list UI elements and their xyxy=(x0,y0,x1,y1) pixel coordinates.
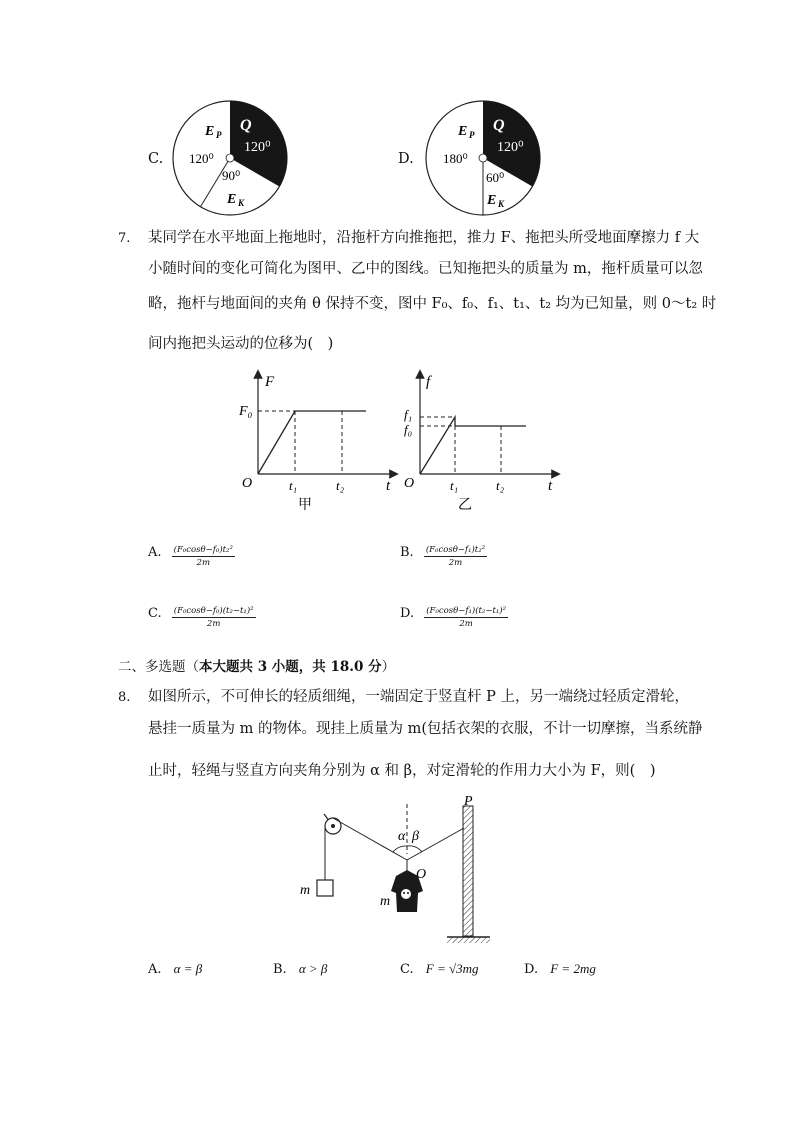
q7-option-c[interactable]: C. $\frac{\text{(F₀cosθ−f₀)(t₂−t₁)²}}{2m}$ xyxy=(148,606,254,630)
yi-y-tick1: f₁ xyxy=(404,407,413,422)
q8-o-label: O xyxy=(416,867,427,882)
yi-y-tick0: f₀ xyxy=(404,422,413,437)
jia-t1: t₁ xyxy=(289,478,298,493)
svg-text:P: P xyxy=(469,130,475,140)
yi-t2: t₂ xyxy=(496,478,505,493)
q6-c-ep-label: E xyxy=(205,124,215,139)
q7-line1: 某同学在水平地面上拖地时，沿拖杆方向推拖把，推力 F、拖把头所受地面摩擦力 f 大 xyxy=(148,230,700,246)
q8-number: 8. xyxy=(118,690,131,705)
q8-beta-label: β xyxy=(412,829,419,844)
q6-d-ep-label: E xyxy=(458,124,468,139)
q7-line2: 小随时间的变化可简化为图甲、乙中的图线。已知拖把头的质量为 m，拖杆质量可以忽 xyxy=(148,261,703,277)
yi-caption: 乙 xyxy=(458,498,472,513)
q6-d-ek-label: E xyxy=(487,193,497,208)
jia-y-tick: F₀ xyxy=(239,404,253,419)
q8-p-label: P xyxy=(464,794,473,809)
q6-c-q-angle: 120⁰ xyxy=(244,140,271,155)
section-2-header: 二、多选题（本大题共 3 小题，共 18.0 分） xyxy=(118,659,396,675)
svg-text:K: K xyxy=(498,199,505,209)
q8-line1: 如图所示，不可伸长的轻质细绳，一端固定于竖直杆 P 上，另一端绕过轻质定滑轮， xyxy=(148,689,689,705)
jia-y-label: F xyxy=(265,374,275,390)
yi-y-label: f xyxy=(426,374,431,390)
q6-d-ep-angle: 180⁰ xyxy=(443,151,468,166)
q7-graph-yi xyxy=(398,368,568,518)
yi-x-label: t xyxy=(548,478,553,494)
q8-option-c[interactable]: C. F = √3mg xyxy=(400,961,479,977)
q6-option-d-pie xyxy=(425,100,545,218)
q7-number: 7. xyxy=(118,231,131,246)
q7-graph-jia xyxy=(236,368,406,518)
q8-pulley-figure xyxy=(292,792,502,950)
q6-c-q-label: Q xyxy=(240,117,252,134)
q6-option-d-letter: D. xyxy=(398,151,414,167)
yi-t1: t₁ xyxy=(450,478,459,493)
q6-c-ek-label: E xyxy=(227,192,237,207)
q7-line3: 略，拖杆与地面间的夹角 θ 保持不变，图中 F₀、f₀、f₁、t₁、t₂ 均为已知量，则 0～t₂ 时 xyxy=(148,296,717,312)
q8-option-b[interactable]: B. α > β xyxy=(273,961,328,977)
q6-c-ep-angle: 120⁰ xyxy=(189,151,214,166)
jia-t2: t₂ xyxy=(336,478,345,493)
q8-line2: 悬挂一质量为 m 的物体。现挂上质量为 m(包括衣架的衣服，不计一切摩擦，当系统静 xyxy=(148,721,703,737)
jia-caption: 甲 xyxy=(298,498,312,513)
q7-line4: 间内拖把头运动的位移为( ) xyxy=(148,336,334,352)
q7-option-b[interactable]: B. $\frac{\text{(F₀cosθ−f₁)t₂²}}{2m}$ xyxy=(400,545,486,569)
svg-text:P: P xyxy=(216,130,222,140)
q7-option-a[interactable]: A. $\frac{\text{(F₀cosθ−f₀)t₂²}}{2m}$ xyxy=(148,545,233,569)
jia-origin: O xyxy=(242,476,253,491)
q8-m-cloth-label: m xyxy=(380,894,391,909)
q6-c-ek-angle: 90⁰ xyxy=(222,168,241,183)
q6-d-q-label: Q xyxy=(493,117,505,134)
jia-x-label: t xyxy=(386,478,391,494)
q8-line3: 止时，轻绳与竖直方向夹角分别为 α 和 β，对定滑轮的作用力大小为 F，则( ) xyxy=(148,763,656,779)
svg-text:K: K xyxy=(238,198,245,208)
q6-d-q-angle: 120⁰ xyxy=(497,140,524,155)
yi-origin: O xyxy=(404,476,415,491)
q8-option-d[interactable]: D. F = 2mg xyxy=(524,961,596,977)
q7-option-d[interactable]: D. $\frac{\text{(F₀cosθ−f₁)(t₂−t₁)²}}{2m}$ xyxy=(400,606,507,630)
q6-option-c-letter: C. xyxy=(148,151,164,167)
q6-option-c-pie xyxy=(172,100,292,218)
q8-m-block-label: m xyxy=(300,883,311,898)
q8-option-a[interactable]: A. α = β xyxy=(148,961,203,977)
q8-alpha-label: α xyxy=(398,829,406,844)
q6-d-ek-angle: 60⁰ xyxy=(486,170,505,185)
